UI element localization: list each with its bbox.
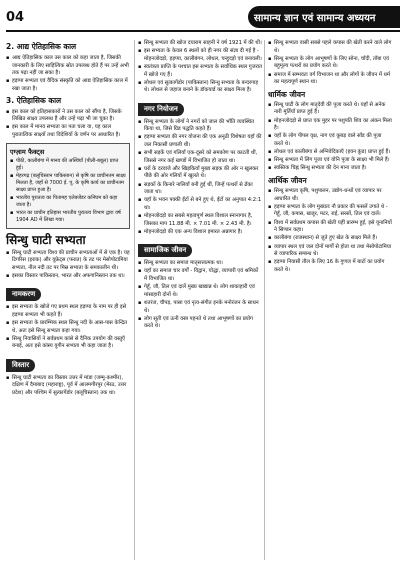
- chapter-title: सिन्धु घाटी सभ्यता: [6, 232, 86, 247]
- exam-facts-title: एग्ज़ाम फैक्ट्स: [10, 147, 45, 156]
- list-item: ▪ सिन्धु सभ्यता के लोगों ने नगरों को जाल की भाँति व्यवस्थित किया था, जिसे ग्रिड पद्धति कहते हैं।: [138, 119, 262, 134]
- list-item: ▪ शतरंज, चौपड़, पासा एवं नृत्य-संगीत इनके मनोरंजन के साधन थे।: [138, 300, 262, 315]
- list-item: ▪ मोहनजोदड़ो से प्राप्त एक मुहर पर पशुपति शिव का अंकन मिला है।: [268, 118, 392, 133]
- header-banner: सामान्य ज्ञान एवं सामान्य अध्ययन: [248, 6, 400, 28]
- list-item: ▪ इस काल को इतिहासकारों ने उस काल को सौंपा है, जिसके लिखित साक्ष्य उपलब्ध हैं और उन्हें पढ़ा भी जा चुका है।: [6, 109, 130, 124]
- list-item: ▪ लोथल एवं कालीबंगा से अग्निवेदिकाएँ (हवन कुंड) प्राप्त हुई हैं।: [268, 149, 392, 157]
- list-item: ▪ इस सभ्यता के प्रारम्भिक स्थल सिन्धु नदी के आस-पास केन्द्रित थे, अतः इसे सिन्धु सभ्यता कहा गया।: [6, 320, 130, 335]
- list-item: ▪ लोथल एवं सुत्कागेंडोर (पाकिस्तान) सिन्धु सभ्यता के बन्दरगाह थे। लोथल से जहाज बनाने के डॉकयार्ड का साक्ष्य मिला है।: [138, 80, 262, 95]
- bullet-list: [268, 188, 392, 275]
- list-item: ▪ कालीबंगा (राजस्थान) से जुते हुए खेत के साक्ष्य मिले हैं।: [268, 235, 392, 243]
- bullet-list: [138, 119, 262, 237]
- section-banner: नगर नियोजन: [138, 103, 184, 116]
- section-title: 3. ऐतिहासिक काल: [6, 95, 62, 105]
- column-1: [6, 40, 130, 398]
- bullet-list: [10, 158, 126, 225]
- list-item: ▪ यहाँ का समाज चार वर्गों - विद्वान, योद्धा, व्यापारी एवं श्रमिकों में विभाजित था।: [138, 268, 262, 283]
- list-item: ▪ हड़प्पा निवासी तौल के लिए 16 के गुणज में बाटों का प्रयोग करते थे।: [268, 259, 392, 274]
- header-rule: [6, 30, 400, 32]
- list-item: ▪ सिन्धु सभ्यता के लोग आभूषणों के लिए सोना, चाँदी, ताँबा एवं बहुमूल्य पत्थरों का प्रयोग करते थे।: [268, 56, 392, 71]
- page-number: 04: [6, 10, 25, 25]
- list-item: ▪ हड़प्पा सभ्यता की नगर योजना की एक अनूठी विशेषता यहाँ की जल निकासी प्रणाली थी।: [138, 134, 262, 149]
- list-item: ▪ पीठी, कालीबंगा में मानव की अस्थियाँ (पीली-बबूल) प्राप्त हुई।: [10, 158, 126, 172]
- list-item: ▪ मोहनजोदड़ो का सबसे महत्वपूर्ण स्थल विशाल स्नानागार है, जिसका माप 11.88 मी. × 7.01 मी. × 2.43 मी. है।: [138, 213, 262, 228]
- list-item: ▪ लोग सूती एवं ऊनी वस्त्र पहनते थे तथा आभूषणों का प्रयोग करते थे।: [138, 316, 262, 331]
- column-divider: [134, 40, 135, 560]
- section-banner: विस्तार: [6, 359, 35, 372]
- section-title: आर्थिक जीवन: [268, 176, 307, 186]
- bullet-list: [6, 304, 130, 351]
- list-item: ▪ विश्व में सर्वप्रथम कपास की खेती यहीं प्रारम्भ हुई, इसे यूनानियों ने सिण्डन कहा।: [268, 220, 392, 235]
- bullet-list: [138, 40, 262, 95]
- list-item: ▪ यहाँ के भवन पक्की ईंटों से बने हुए थे, ईंटों का अनुपात 4:2:1 था।: [138, 197, 262, 212]
- list-item: ▪ सिन्धु सभ्यता वासी सबसे पहले कपास की खेती करने वाले लोग थे।: [268, 40, 392, 55]
- list-item: ▪ स्वस्तिक चिह्न सिन्धु सभ्यता की देन माना जाता है।: [268, 165, 392, 173]
- list-item: ▪ समाज में सम्भवतः वर्ग विभाजन था और लोगों के जीवन में धर्म का महत्वपूर्ण स्थान था।: [268, 72, 392, 87]
- list-item: ▪ सिन्धु सभ्यता में लिंग पूजा एवं योनि पूजा के साक्ष्य भी मिले हैं।: [268, 157, 392, 165]
- bullet-list: [6, 375, 130, 398]
- bullet-list: [268, 40, 392, 87]
- list-item: ▪ सड़कों के किनारे नालियाँ बनी हुई थीं, जिन्हें पत्थरों से ढँका जाता था।: [138, 182, 262, 197]
- column-2: [138, 40, 262, 332]
- list-item: ▪ स्वतंत्रता प्राप्ति के पश्चात इस सभ्यता के सर्वाधिक स्थल गुजरात में खोजे गए हैं।: [138, 64, 262, 79]
- list-item: ▪ यहाँ के लोग पीपल वृक्ष, नाग एवं कूबड़ वाले साँड की पूजा करते थे।: [268, 133, 392, 148]
- list-item: ▪ इस काल में मानव सभ्यता का पता चला या, यह काल पुरातात्विक साक्ष्यों तथा विदेशियों के वर्णन पर आधारित है।: [6, 124, 130, 139]
- list-item: ▪ मेहरगढ़ (बलूचिस्तान पाकिस्तान) से कृषि का प्राचीनतम साक्ष्य मिलता है, जहाँ से 7000 ई. पू. के कृषि कार्य का प्राचीनतम साक्ष्य प्राप्त हुआ है।: [10, 173, 126, 195]
- section-banner: नामकरण: [6, 288, 41, 301]
- list-item: ▪ सिन्धु घाटी सभ्यता का विस्तार उत्तर में मांडा (जम्मू-कश्मीर), दक्षिण में दैमाबाद (महाराष्ट्र), पूर्व में आलमगीरपुर (मेरठ, उत्तर प्रदेश) और पश्चिम में सुत्कागेंडोर (बलूचिस्तान) तक था।: [6, 375, 130, 398]
- list-item: ▪ इस सभ्यता के खोजे गए प्रथम स्थल हड़प्पा के नाम पर ही इसे हड़प्पा सभ्यता भी कहते हैं।: [6, 304, 130, 319]
- list-item: ▪ मोहनजोदड़ो की एक अन्य विशाल इमारत अन्नागार है।: [138, 229, 262, 237]
- bullet-list: [138, 260, 262, 331]
- bullet-list: [268, 102, 392, 173]
- exam-facts-box: [6, 143, 130, 229]
- list-item: ▪ आद्य ऐतिहासिक काल उस काल को कहा जाता है, जिसकी जानकारी के लिए साहित्यिक स्रोत उपलब्ध होते हैं पर उन्हें अभी तक पढ़ा नहीं जा सका है।: [6, 55, 130, 78]
- list-item: ▪ सिन्धु सभ्यता का समाज मातृसत्तात्मक था।: [138, 260, 262, 268]
- list-item: ▪ भारत का प्राचीन इतिहास भारतीय पुरातत्व विभाग द्वारा वर्ष 1904 AD में लिखा गया।: [10, 210, 126, 224]
- list-item: ▪ सिन्धु सभ्यता कृषि, पशुपालन, उद्योग-धन्धों एवं व्यापार पर आधारित थी।: [268, 188, 392, 203]
- list-item: ▪ गेहूँ, जौ, तिल एवं दालें मुख्य खाद्यान्न थे। लोग शाकाहारी एवं मांसाहारी दोनों थे।: [138, 284, 262, 299]
- list-item: ▪ इसका विस्तार पाकिस्तान, भारत और अफगानिस्तान तक था।: [6, 273, 130, 281]
- section-banner: सामाजिक जीवन: [138, 244, 192, 257]
- list-item: ▪ सिन्धु घाटी सभ्यता विश्व की प्राचीन सभ्यताओं में से एक है। यह टिगरिस (इराक) और यूफ्रेट्स (फरात) के तट पर मेसोपोटामिया सभ्यता, नील नदी तट पर मिस्र सभ्यता के समकालीन थी।: [6, 250, 130, 273]
- page-header: [0, 0, 400, 34]
- list-item: ▪ भारतीय पुरातत्व का पितामह एलेक्जेंडर कनिंघम को कहा जाता है।: [10, 195, 126, 209]
- section-title: धार्मिक जीवन: [268, 89, 306, 99]
- list-item: ▪ घरों के दरवाजे और खिड़कियाँ मुख्य सड़क की ओर न खुलकर पीछे की ओर गलियों में खुलते थे।: [138, 166, 262, 181]
- section-title: 2. आद्य ऐतिहासिक काल: [6, 42, 77, 51]
- column-divider: [264, 40, 265, 560]
- bullet-list: [6, 109, 130, 140]
- bullet-list: [6, 250, 130, 281]
- list-item: ▪ व्यापार स्थल एवं जल दोनों मार्गों से होता था तथा मेसोपोटामिया से व्यापारिक सम्बन्ध थे।: [268, 244, 392, 259]
- list-item: ▪ इस सभ्यता के केवल 6 स्थलों को ही नगर की संज्ञा दी गई है - मोहनजोदड़ो, हड़प्पा, कालीबंगन, लोथल, चन्हूदड़ो एवं बनावली।: [138, 48, 262, 63]
- list-item: ▪ सिन्धु सभ्यता की खोज दयाराम साहनी ने वर्ष 1921 में की थी।: [138, 40, 262, 48]
- list-item: ▪ सिन्धु घाटी के लोग मातृदेवी की पूजा करते थे। यहाँ से अनेक नारी मूर्तियाँ प्राप्त हुई हैं।: [268, 102, 392, 117]
- list-item: ▪ सभी सड़कें एवं गलियाँ एक-दूसरे को समकोण पर काटती थीं, जिससे नगर कई खण्डों में विभाजित हो जाता था।: [138, 150, 262, 165]
- list-item: ▪ हड़प्पा सभ्यता एवं वैदिक संस्कृति को आद्य ऐतिहासिक काल में रखा जाता है।: [6, 78, 130, 93]
- column-3: [268, 40, 392, 275]
- list-item: ▪ सिन्धु निवासियों ने सर्वप्रथम कांसे से दैनिक उपयोग की वस्तुएँ बनाई, अतः इसे कांस्य युगीन सभ्यता भी कहा जाता है।: [6, 336, 130, 351]
- list-item: ▪ हड़प्पा सभ्यता के लोग मुख्यतः नौ प्रकार की फसलें उगाते थे - गेहूँ, जौ, कपास, खजूर, मटर, राई, सरसों, तिल एवं दालें।: [268, 204, 392, 219]
- bullet-list: [6, 55, 130, 94]
